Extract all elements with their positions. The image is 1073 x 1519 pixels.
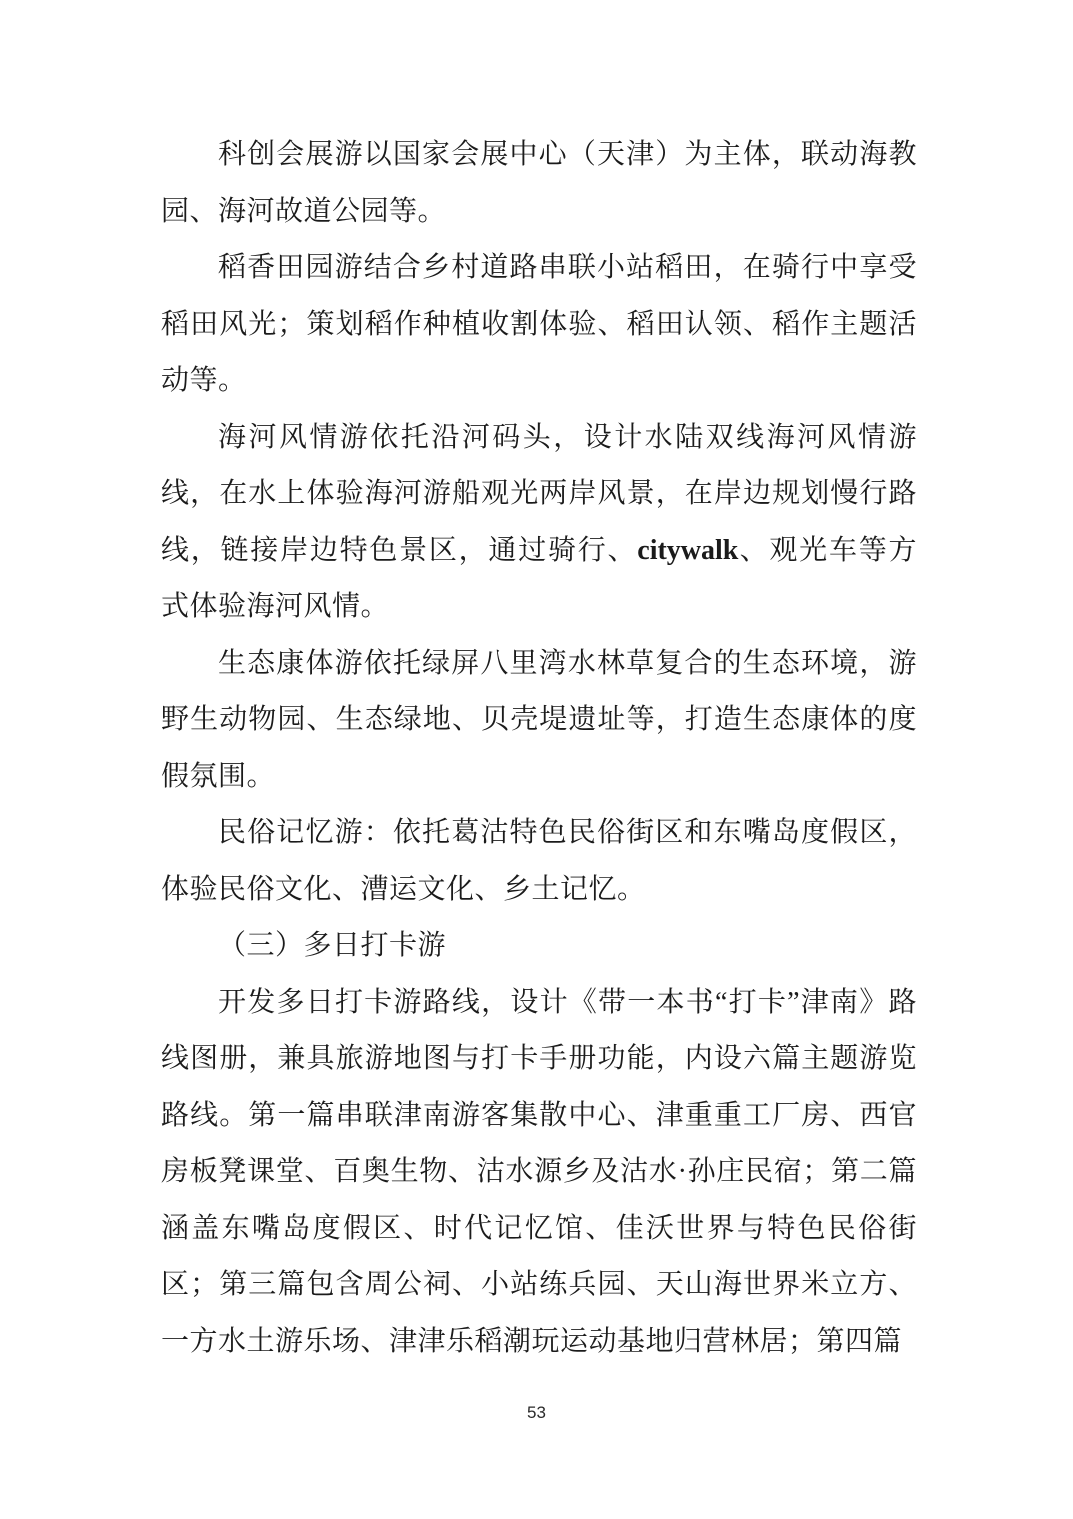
section-heading-duori-daka: （三）多日打卡游	[218, 930, 447, 961]
paragraph-shengtai-kangti: 生态康体游依托绿屏八里湾水林草复合的生态环境，游野生动物园、生态绿地、贝壳堤遗址等，打造生态康体的度假氛围。	[161, 647, 917, 792]
paragraph-kechuang-huizhan: 科创会展游以国家会展中心（天津）为主体，联动海教园、海河故道公园等。	[161, 139, 917, 227]
page-number: 53	[527, 1403, 546, 1422]
paragraph-haihe-fengqing	[161, 410, 917, 636]
paragraph-segment-post: 、观光车等方式体验海河风情。	[161, 534, 917, 622]
text-content	[161, 127, 917, 1370]
paragraph-segment-pre: 海河风情游依托沿河码头，设计水陆双线海河风情游线，在水上体验海河游船观光两岸风景，在岸边规划慢行路线，链接岸边特色景区，通过骑行、	[161, 421, 917, 566]
paragraph-minsu-jiyi: 民俗记忆游：依托葛沽特色民俗街区和东嘴岛度假区，体验民俗文化、漕运文化、乡土记忆。	[161, 817, 917, 905]
latin-word-citywalk: citywalk	[637, 534, 739, 566]
paragraph-duori-daka-routes: 开发多日打卡游路线，设计《带一本书“打卡”津南》路线图册，兼具旅游地图与打卡手册功能，内设六篇主题游览路线。第一篇串联津南游客集散中心、津重重工厂房、西官房板凳课堂、百奥生物、沽水源乡及沽水·孙庄民宿；第二篇涵盖东嘴岛度假区、时代记忆馆、佳沃世界与特色民俗街区；第三篇包含周公祠、小站练兵园、天山海世界米立方、一方水土游乐场、津津乐稻潮玩运动基地归营林居；第四篇	[161, 986, 917, 1357]
paragraph-daoxiang-tianyuan: 稻香田园游结合乡村道路串联小站稻田，在骑行中享受稻田风光；策划稻作种植收割体验、稻田认领、稻作主题活动等。	[161, 252, 917, 396]
